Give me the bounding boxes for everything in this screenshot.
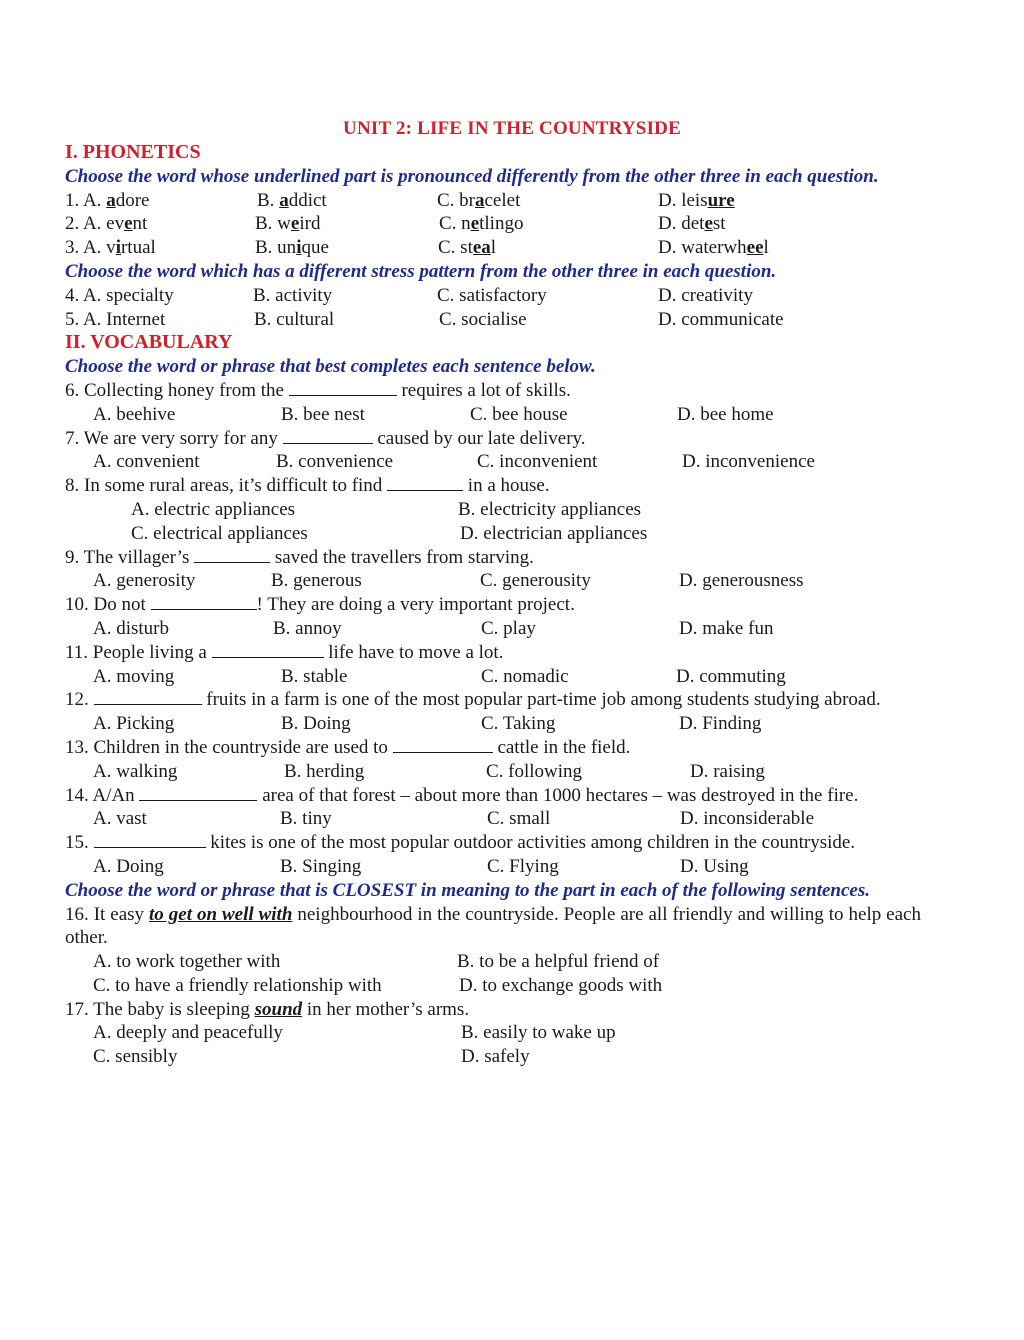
- option-1c: C. bracelet: [437, 189, 521, 211]
- option-14a: A. vast: [93, 808, 147, 830]
- option-16a: A. to work together with: [93, 951, 281, 973]
- option-3c: C. steal: [438, 237, 497, 259]
- option-16d: D. to exchange goods with: [459, 974, 663, 996]
- question-10-stem: 10. Do not ! They are doing a very important project.: [65, 594, 575, 616]
- option-2c: C. netlingo: [439, 213, 524, 235]
- question-11-options: [65, 665, 921, 689]
- question-4: [65, 284, 921, 308]
- option-11d: D. commuting: [676, 665, 786, 687]
- option-9a: A. generosity: [93, 570, 196, 592]
- option-7c: C. inconvenient: [477, 451, 598, 473]
- question-16-options-row2: [65, 974, 921, 998]
- option-10c: C. play: [481, 617, 536, 639]
- instruction-complete-sentence: Choose the word or phrase that best completes each sentence below.: [65, 356, 596, 378]
- question-12-stem: 12. fruits in a farm is one of the most popular part-time job among students studying abroad.: [65, 689, 881, 711]
- option-4c: C. satisfactory: [437, 284, 547, 306]
- question-7-stem: 7. We are very sorry for any caused by our late delivery.: [65, 427, 586, 449]
- option-6c: C. bee house: [470, 403, 568, 425]
- option-13c: C. following: [486, 760, 583, 782]
- option-7b: B. convenience: [276, 451, 394, 473]
- option-16b: B. to be a helpful friend of: [457, 951, 660, 973]
- option-8a: A. electric appliances: [131, 498, 296, 520]
- question-15-stem: 15. kites is one of the most popular outdoor activities among children in the countryside.: [65, 832, 856, 854]
- question-16-options-row1: [65, 950, 921, 974]
- option-9b: B. generous: [271, 570, 362, 592]
- instruction-pronunciation: Choose the word whose underlined part is pronounced differently from the other three in each question.: [65, 165, 879, 187]
- question-16-stem: 16. It easy to get on well with neighbourhood in the countryside. People are all friendly and willing to help each other.: [65, 903, 921, 949]
- option-7a: A. convenient: [93, 451, 200, 473]
- option-15b: B. Singing: [280, 855, 362, 877]
- option-2d: D. detest: [658, 213, 726, 235]
- question-8-stem: 8. In some rural areas, it’s difficult to find in a house.: [65, 475, 550, 497]
- option-12c: C. Taking: [481, 713, 556, 735]
- option-10d: D. make fun: [679, 617, 774, 639]
- option-10b: B. annoy: [273, 617, 342, 639]
- option-15d: D. Using: [680, 855, 749, 877]
- page-title: UNIT 2: LIFE IN THE COUNTRYSIDE: [343, 118, 681, 139]
- question-3: [65, 236, 921, 260]
- option-15a: A. Doing: [93, 855, 164, 877]
- question-14-options: [65, 807, 921, 831]
- option-1d: D. leisure: [658, 189, 735, 211]
- question-6-stem: 6. Collecting honey from the requires a lot of skills.: [65, 379, 571, 401]
- option-6d: D. bee home: [677, 403, 774, 425]
- option-17b: B. easily to wake up: [461, 1022, 616, 1044]
- option-4b: B. activity: [253, 284, 333, 306]
- option-11c: C. nomadic: [481, 665, 569, 687]
- section-heading-vocabulary: II. VOCABULARY: [65, 331, 233, 354]
- question-14-stem: 14. A/An area of that forest – about more than 1000 hectares – was destroyed in the fire.: [65, 784, 859, 806]
- option-5a: 5. A. Internet: [65, 308, 166, 330]
- question-9-options: [65, 569, 921, 593]
- question-8-options-row1: [65, 498, 921, 522]
- question-9-stem: 9. The villager’s saved the travellers from starving.: [65, 546, 534, 568]
- question-15-options: [65, 855, 921, 879]
- option-5c: C. socialise: [439, 308, 527, 330]
- instruction-stress: Choose the word which has a different stress pattern from the other three in each question.: [65, 260, 777, 282]
- option-14d: D. inconsiderable: [680, 808, 815, 830]
- option-10a: A. disturb: [93, 617, 169, 639]
- option-17a: A. deeply and peacefully: [93, 1022, 283, 1044]
- option-15c: C. Flying: [487, 855, 559, 877]
- option-9c: C. generousity: [480, 570, 591, 592]
- option-8d: D. electrician appliances: [460, 522, 648, 544]
- instruction-closest-meaning: Choose the word or phrase that is CLOSEST in meaning to the part in each of the following sentences.: [65, 879, 870, 901]
- option-3a: 3. A. virtual: [65, 237, 156, 259]
- option-12b: B. Doing: [281, 713, 351, 735]
- option-13b: B. herding: [284, 760, 365, 782]
- worksheet-content: [65, 141, 921, 1069]
- option-7d: D. inconvenience: [682, 451, 815, 473]
- option-2a: 2. A. event: [65, 213, 148, 235]
- question-5: [65, 308, 921, 332]
- question-17-options-row2: [65, 1045, 921, 1069]
- question-10-options: [65, 617, 921, 641]
- option-6a: A. beehive: [93, 403, 176, 425]
- option-11b: B. stable: [281, 665, 348, 687]
- question-17-options-row1: [65, 1021, 921, 1045]
- question-17-stem: 17. The baby is sleeping sound in her mother’s arms.: [65, 998, 470, 1020]
- question-12-options: [65, 712, 921, 736]
- option-1a: 1. A. adore: [65, 189, 150, 211]
- question-2: [65, 212, 921, 236]
- option-2b: B. weird: [255, 213, 321, 235]
- option-14c: C. small: [487, 808, 551, 830]
- option-16c: C. to have a friendly relationship with: [93, 974, 382, 996]
- option-17d: D. safely: [461, 1046, 530, 1068]
- option-9d: D. generousness: [679, 570, 804, 592]
- question-8-options-row2: [65, 522, 921, 546]
- question-11-stem: 11. People living a life have to move a lot.: [65, 641, 504, 663]
- option-3b: B. unique: [255, 237, 329, 259]
- option-1b: B. addict: [257, 189, 327, 211]
- question-13-stem: 13. Children in the countryside are used to cattle in the field.: [65, 736, 631, 758]
- option-4d: D. creativity: [658, 284, 753, 306]
- option-5b: B. cultural: [254, 308, 335, 330]
- question-6-options: [65, 403, 921, 427]
- question-1: [65, 189, 921, 213]
- option-17c: C. sensibly: [93, 1046, 178, 1068]
- option-12d: D. Finding: [679, 713, 762, 735]
- question-13-options: [65, 760, 921, 784]
- section-heading-phonetics: I. PHONETICS: [65, 141, 201, 163]
- option-13a: A. walking: [93, 760, 178, 782]
- option-13d: D. raising: [690, 760, 765, 782]
- option-5d: D. communicate: [658, 308, 784, 330]
- option-11a: A. moving: [93, 665, 175, 687]
- option-6b: B. bee nest: [281, 403, 365, 425]
- question-7-options: [65, 450, 921, 474]
- option-12a: A. Picking: [93, 713, 175, 735]
- option-14b: B. tiny: [280, 808, 332, 830]
- option-4a: 4. A. specialty: [65, 284, 174, 306]
- option-8c: C. electrical appliances: [131, 522, 308, 544]
- option-3d: D. waterwheel: [658, 237, 769, 259]
- option-8b: B. electricity appliances: [458, 498, 642, 520]
